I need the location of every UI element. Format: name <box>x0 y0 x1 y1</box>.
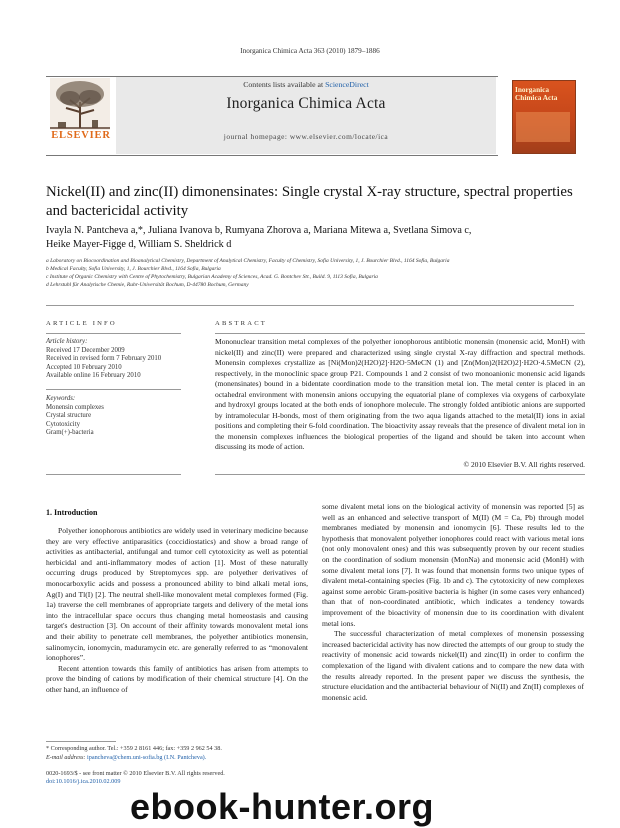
article-info-heading: ARTICLE INFO <box>46 320 117 327</box>
paragraph: Polyether ionophorous antibiotics are widely used in veterinary medicine because they are very effective antiparasitics (coccidiostatics) and show a broad range of activities as antibacterial, antifungal and tumor cell cytotoxicity as well as potential herbicidal and anti-inflammatory modes of action [1]. Most of these naturally occurring drugs produced by Streptomyces spp. are polyether derivatives of monocarboxylic acids and possess a pronounced ability to bind alkali metal ions, Ag(I) and Tl(I) [2]. The neutral shell-like monovalent metal complexes formed (Fig. 1a) traverse the cell membranes of appropriate targets and delivery of the metal ions into the intracellular space occurs thus changing metal homeostasis and causing target's destruction [3]. On account of their affinity towards monovalent metal ions and their ability to penetrate cell membranes, the polyether antibiotics monensin, salinomycin, ionomycin, maduramycin etc. are generally referred to as “monovalent ionophores”. <box>46 526 308 663</box>
cover-decoration <box>516 112 570 142</box>
article-title: Nickel(II) and zinc(II) dimonensinates: Single crystal X-ray structure, spectral properties and bactericidal activity <box>46 184 573 219</box>
keyword: Monensin complexes <box>46 403 104 411</box>
email-label: E-mail address: <box>46 753 86 761</box>
authors-line-2: Heike Mayer-Figge d, William S. Sheldrick d <box>46 239 232 250</box>
abstract-copyright: © 2010 Elsevier B.V. All rights reserved. <box>463 460 585 469</box>
divider <box>215 474 585 475</box>
history-revised: Received in revised form 7 February 2010 <box>46 355 162 363</box>
body-column-left <box>46 526 308 696</box>
issn-doi <box>46 770 306 787</box>
author-list <box>46 224 581 252</box>
history-received: Received 17 December 2009 <box>46 346 125 354</box>
journal-citation: Inorganica Chimica Acta 363 (2010) 1879–1886 <box>240 47 380 55</box>
section-heading-introduction: 1. Introduction <box>46 508 98 517</box>
paragraph: Recent attention towards this family of antibiotics has arisen from attempts to prove the binding of cations by modification of their chemical structure [4]. On the other hand, an influence of <box>46 663 308 694</box>
divider <box>46 305 574 306</box>
email-link[interactable]: ipancheva@chem.uni-sofia.bg (I.N. Pantcheva). <box>87 753 207 761</box>
footnotes <box>46 745 306 762</box>
divider <box>215 333 585 334</box>
elsevier-tree-logo <box>50 78 110 130</box>
divider <box>46 389 181 390</box>
journal-homepage[interactable]: journal homepage: www.elsevier.com/locate/ica <box>223 132 389 141</box>
paragraph: The successful characterization of metal complexes of monensin possessing increased bactericidal activity has now directed the attempts of our group to study the reactivity of monensic acid towards nickel(II) and zinc(II) in order to confirm the complexation of the ligand with divalent cations and to compare the new data with the results already reported. In the present paper we discuss the synthesis, the structure elucidation and the antibacterial behaviour of Ni(II) and Zn(II) complexes of monensic acid. <box>322 629 584 702</box>
divider <box>46 474 181 475</box>
footnote-divider <box>46 741 116 742</box>
journal-name: Inorganica Chimica Acta <box>226 95 386 112</box>
affiliation-d: d Lehrstuhl für Analytische Chemie, Ruhr-Universität Bochum, D-44780 Bochum, Germany <box>46 282 249 288</box>
email-note <box>46 754 306 763</box>
contents-prefix: Contents lists available at <box>243 80 326 89</box>
paragraph: some divalent metal ions on the biological activity of monensin was reported [5] as well as an enhanced and selective transport of M(II) (M = Ca, Pb) through model membranes mediated by monensin and ionomycin [6]. These results led to the hypothesis that monovalent polyether ionophores could react with various metal ions (not only monovalent ones) and this was subsequently proven by our recent studies on the coordination of sodium monensin (MonNa) and monensic acid (MonH) with some divalent metal ions [7]. It was found that monensin forms two unique types of divalent metal-containing species (Fig. 1b and c). The cytotoxicity of new complexes against some aerobic Gram-positive bacteria is higher (in some cases very enhanced) than that of non-coordinated antibiotic, which indicates a tendency towards improvement of the bioactivity of monensin due to its coordination with divalent metal ions. <box>322 502 584 628</box>
keyword: Crystal structure <box>46 412 92 420</box>
keyword: Cytotoxicity <box>46 420 80 428</box>
divider <box>46 333 181 334</box>
abstract-heading: ABSTRACT <box>215 320 268 327</box>
affiliation-c: c Institute of Organic Chemistry with Centre of Phytochemistry, Bulgarian Academy of Sciences, Acad. G. Bontchev Str., Build. 9, 1113 Sofia, Bulgaria <box>46 274 378 280</box>
watermark-text: ebook-hunter.org <box>130 786 434 827</box>
elsevier-logo-text: ELSEVIER <box>51 130 111 141</box>
issn-line: 0020-1693/$ - see front matter © 2010 Elsevier B.V. All rights reserved. <box>46 770 225 777</box>
cover-title: Inorganica Chimica Acta <box>515 85 558 102</box>
history-label: Article history: <box>46 338 88 345</box>
abstract-text: Mononuclear transition metal complexes of the polyether ionophorous antibiotic monensin (monensic acid, MonH) with nickel(II) and zinc(II) were prepared and characterized using single crystal X-ray diffraction and spectral methods. Monensin complexes crystallize as [Ni(Mon)2(H2O)2]·H2O·5MeCN (1) and [Zn(Mon)2(H2O)2]·H2O·4.5MeCN (2), respectively, in the monoclinic space group P21. Compounds 1 and 2 consist of two monoanionic monensic acid ligands (monensinates) bound in a bidentate coordination mode to the transition metal ion. The metal center is placed in an octahedral environment with monensin anions occupying the equatorial plane of complexes via oxygens of carboxylate and hydroxyl groups located at the both ends of ionophore molecule. The strongly folded antibiotic anions are supported by intramolecular H-bonds, most of them originating from the two aqua ligands attached to the metal(II) ions in axial positions and completing their 6-fold coordination. The bioactivity assay reveals that the presence of divalent metal ion in the monensin complexes influences the biological properties of the ligand and should be taken into account when discussing its mode of action. <box>215 337 585 451</box>
authors-line-1: Ivayla N. Pantcheva a,*, Juliana Ivanova b, Rumyana Zhorova a, Mariana Mitewa a, Svetlana Simova c, <box>46 225 472 236</box>
affiliations <box>46 257 586 289</box>
history-accepted: Accepted 10 February 2010 <box>46 363 122 371</box>
history-online: Available online 16 February 2010 <box>46 372 141 380</box>
keyword: Gram(+)-bacteria <box>46 429 94 437</box>
affiliation-a: a Laboratory on Biocoordination and Bioanalytical Chemistry, Department of Analytical Chemistry, Faculty of Chemistry, Sofia University, 1, J. Bourchier Blvd., 1164 Sofia, Bulgaria <box>46 258 450 264</box>
keywords <box>46 395 196 438</box>
doi-link[interactable]: doi:10.1016/j.ica.2010.02.009 <box>46 778 121 786</box>
sciencedirect-link[interactable]: ScienceDirect <box>325 80 369 89</box>
contents-line <box>116 80 496 89</box>
article-history <box>46 338 196 381</box>
corresponding-author-note: * Corresponding author. Tel.: +359 2 8161 446; fax: +359 2 962 54 38. <box>46 745 222 752</box>
keywords-label: Keywords: <box>46 395 76 402</box>
affiliation-b: b Medical Faculty, Sofia University, 1, J. Bourchier Blvd., 1164 Sofia, Bulgaria <box>46 266 221 272</box>
body-column-right <box>322 502 584 703</box>
